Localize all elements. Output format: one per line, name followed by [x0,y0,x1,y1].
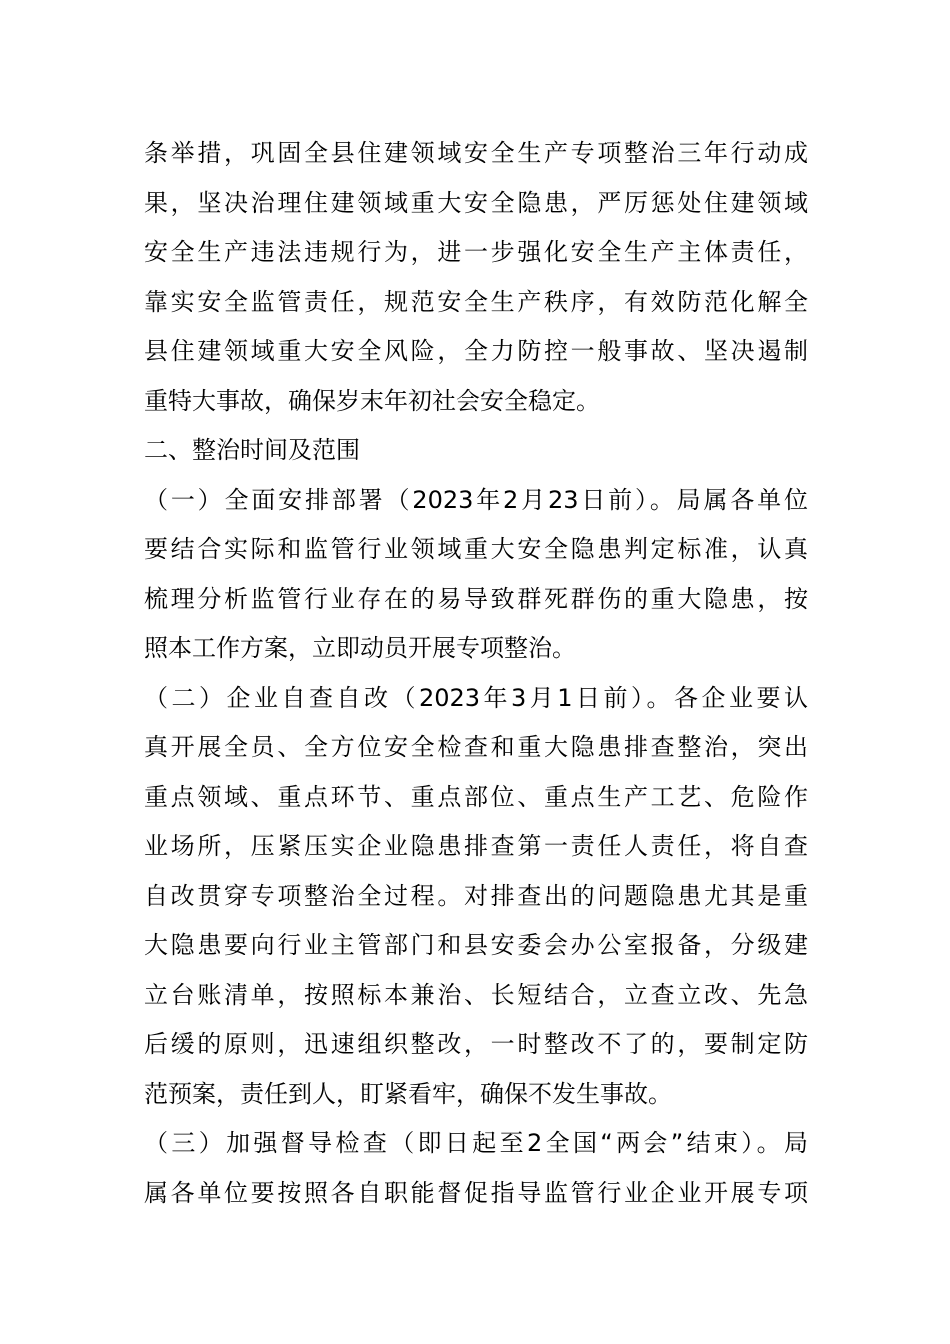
text-line: 重特大事故，确保岁末年初社会安全稳定。 [144,386,600,415]
text-line: 要结合实际和监管行业领域重大安全隐患判定标准，认真 [144,535,808,563]
text-line: 属各单位要按照各自职能督促指导监管行业企业开展专项 [144,1178,808,1207]
text-line: 县住建领域重大安全风险，全力防控一般事故、坚决遏制 [144,337,808,365]
text-line: 自改贯穿专项整治全过程。对排查出的问题隐患尤其是重 [144,881,808,910]
text-line: 大隐患要向行业主管部门和县安委会办公室报备，分级建 [144,931,808,959]
text-line: 重点领域、重点环节、重点部位、重点生产工艺、危险作 [144,782,808,811]
text-line: 立台账清单，按照标本兼治、长短结合，立查立改、先急 [144,980,808,1009]
text-line: 果，坚决治理住建领域重大安全隐患，严厉惩处住建领域 [144,188,808,217]
text-line: 范预案，责任到人，盯紧看牢，确保不发生事故。 [144,1079,672,1108]
text-line: 照本工作方案，立即动员开展专项整治。 [144,634,576,662]
text-line: （三）加强督导检查（即日起至2全国“两会”结束）。局 [144,1129,808,1157]
text-line: 安全生产违法违规行为，进一步强化安全生产主体责任， [144,238,808,266]
text-line: 梳理分析监管行业存在的易导致群死群伤的重大隐患，按 [144,584,808,613]
text-line: 靠实安全监管责任，规范安全生产秩序，有效防范化解全 [144,287,808,316]
text-line: 真开展全员、全方位安全检查和重大隐患排查整治，突出 [144,733,808,761]
text-line: 条举措，巩固全县住建领域安全生产专项整治三年行动成 [144,139,808,167]
text-line: 后缓的原则，迅速组织整改，一时整改不了的，要制定防 [144,1030,808,1058]
text-line: （二）企业自查自改（2023年3月1日前）。各企业要认 [144,683,808,712]
text-line: 二、整治时间及范围 [144,436,360,464]
text-line: （一）全面安排部署（2023年2月23日前）。局属各单位 [144,485,808,514]
document-body [144,129,808,1218]
text-line: 业场所，压紧压实企业隐患排查第一责任人责任，将自查 [144,832,808,860]
